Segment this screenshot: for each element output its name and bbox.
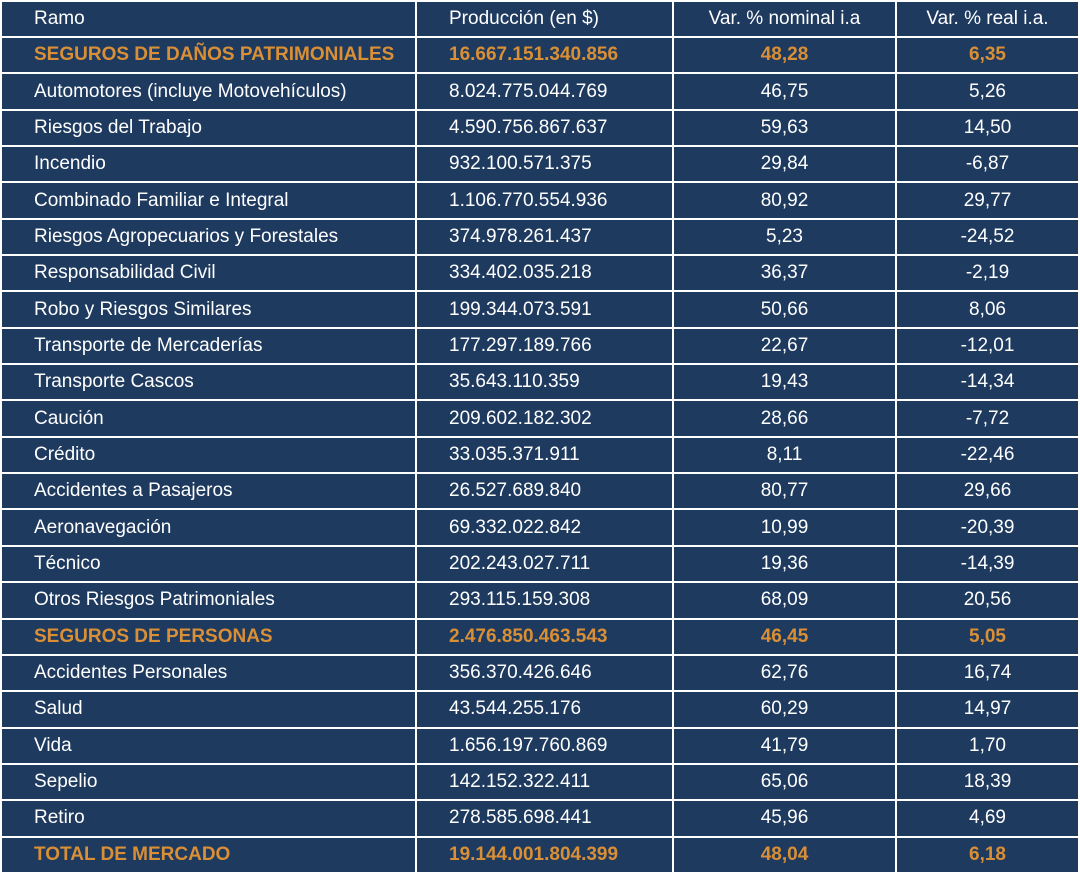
table-row [2,111,1078,145]
cell-var-real: -2,19 [897,256,1078,290]
cell-var-nominal: 46,45 [674,620,895,654]
cell-ramo: Crédito [2,438,415,472]
cell-var-nominal: 41,79 [674,729,895,763]
cell-ramo: Automotores (incluye Motovehículos) [2,74,415,108]
cell-var-real: -22,46 [897,438,1078,472]
table-row [2,401,1078,435]
cell-var-real: 16,74 [897,656,1078,690]
cell-produccion: 278.585.698.441 [417,801,672,835]
cell-produccion: 19.144.001.804.399 [417,838,672,872]
cell-ramo: Vida [2,729,415,763]
cell-var-nominal: 46,75 [674,74,895,108]
table-row [2,329,1078,363]
header-var-nominal: Var. % nominal i.a [674,2,895,36]
table-row [2,220,1078,254]
table-row [2,256,1078,290]
cell-produccion: 4.590.756.867.637 [417,111,672,145]
cell-var-nominal: 48,28 [674,38,895,72]
cell-var-nominal: 62,76 [674,656,895,690]
cell-var-nominal: 80,77 [674,474,895,508]
cell-var-nominal: 8,11 [674,438,895,472]
cell-ramo: Aeronavegación [2,510,415,544]
cell-var-real: 29,66 [897,474,1078,508]
cell-var-nominal: 22,67 [674,329,895,363]
table-row [2,438,1078,472]
cell-produccion: 33.035.371.911 [417,438,672,472]
cell-ramo: Accidentes Personales [2,656,415,690]
table-row [2,765,1078,799]
cell-produccion: 142.152.322.411 [417,765,672,799]
cell-produccion: 199.344.073.591 [417,292,672,326]
cell-var-real: 4,69 [897,801,1078,835]
cell-produccion: 8.024.775.044.769 [417,74,672,108]
cell-var-real: 14,97 [897,692,1078,726]
cell-produccion: 202.243.027.711 [417,547,672,581]
table-row [2,729,1078,763]
cell-var-nominal: 50,66 [674,292,895,326]
cell-produccion: 374.978.261.437 [417,220,672,254]
cell-produccion: 69.332.022.842 [417,510,672,544]
cell-var-nominal: 80,92 [674,183,895,217]
header-produccion: Producción (en $) [417,2,672,36]
cell-var-real: -14,34 [897,365,1078,399]
cell-var-nominal: 59,63 [674,111,895,145]
header-var-real: Var. % real i.a. [897,2,1078,36]
cell-var-nominal: 29,84 [674,147,895,181]
cell-ramo: Incendio [2,147,415,181]
cell-produccion: 35.643.110.359 [417,365,672,399]
cell-var-nominal: 45,96 [674,801,895,835]
cell-produccion: 43.544.255.176 [417,692,672,726]
cell-ramo: SEGUROS DE PERSONAS [2,620,415,654]
table-row [2,474,1078,508]
cell-var-real: 8,06 [897,292,1078,326]
table-row [2,692,1078,726]
cell-ramo: Riesgos del Trabajo [2,111,415,145]
cell-var-nominal: 10,99 [674,510,895,544]
cell-var-nominal: 19,36 [674,547,895,581]
cell-produccion: 26.527.689.840 [417,474,672,508]
cell-var-real: 14,50 [897,111,1078,145]
cell-produccion: 932.100.571.375 [417,147,672,181]
table-body [2,38,1078,872]
cell-var-nominal: 19,43 [674,365,895,399]
cell-ramo: Combinado Familiar e Integral [2,183,415,217]
cell-var-real: -14,39 [897,547,1078,581]
cell-var-real: 5,05 [897,620,1078,654]
cell-var-real: 18,39 [897,765,1078,799]
cell-ramo: Transporte de Mercaderías [2,329,415,363]
cell-produccion: 2.476.850.463.543 [417,620,672,654]
cell-var-nominal: 5,23 [674,220,895,254]
cell-var-real: 20,56 [897,583,1078,617]
cell-ramo: Caución [2,401,415,435]
cell-var-real: 6,35 [897,38,1078,72]
table-row [2,74,1078,108]
cell-produccion: 1.656.197.760.869 [417,729,672,763]
cell-var-real: -7,72 [897,401,1078,435]
table-row [2,583,1078,617]
cell-var-nominal: 65,06 [674,765,895,799]
cell-var-nominal: 36,37 [674,256,895,290]
cell-var-real: 5,26 [897,74,1078,108]
table-row [2,292,1078,326]
cell-ramo: Retiro [2,801,415,835]
cell-ramo: SEGUROS DE DAÑOS PATRIMONIALES [2,38,415,72]
cell-produccion: 16.667.151.340.856 [417,38,672,72]
header-ramo: Ramo [2,2,415,36]
section-row [2,38,1078,72]
cell-ramo: Responsabilidad Civil [2,256,415,290]
table-row [2,656,1078,690]
cell-var-real: -12,01 [897,329,1078,363]
cell-var-nominal: 48,04 [674,838,895,872]
cell-var-real: 1,70 [897,729,1078,763]
cell-var-nominal: 60,29 [674,692,895,726]
table-row [2,801,1078,835]
cell-ramo: Sepelio [2,765,415,799]
total-row [2,838,1078,872]
cell-var-real: 6,18 [897,838,1078,872]
cell-ramo: Transporte Cascos [2,365,415,399]
table-row [2,183,1078,217]
cell-var-real: -20,39 [897,510,1078,544]
cell-produccion: 293.115.159.308 [417,583,672,617]
cell-ramo: Técnico [2,547,415,581]
cell-produccion: 1.106.770.554.936 [417,183,672,217]
cell-ramo: Salud [2,692,415,726]
cell-ramo: TOTAL DE MERCADO [2,838,415,872]
table-row [2,547,1078,581]
cell-produccion: 334.402.035.218 [417,256,672,290]
table-row [2,147,1078,181]
cell-var-real: 29,77 [897,183,1078,217]
cell-ramo: Otros Riesgos Patrimoniales [2,583,415,617]
cell-var-real: -6,87 [897,147,1078,181]
section-row [2,620,1078,654]
cell-ramo: Robo y Riesgos Similares [2,292,415,326]
cell-var-nominal: 68,09 [674,583,895,617]
cell-ramo: Accidentes a Pasajeros [2,474,415,508]
table-row [2,510,1078,544]
cell-var-real: -24,52 [897,220,1078,254]
cell-ramo: Riesgos Agropecuarios y Forestales [2,220,415,254]
cell-var-nominal: 28,66 [674,401,895,435]
table-row [2,365,1078,399]
cell-produccion: 177.297.189.766 [417,329,672,363]
header-row [2,2,1078,36]
cell-produccion: 209.602.182.302 [417,401,672,435]
cell-produccion: 356.370.426.646 [417,656,672,690]
